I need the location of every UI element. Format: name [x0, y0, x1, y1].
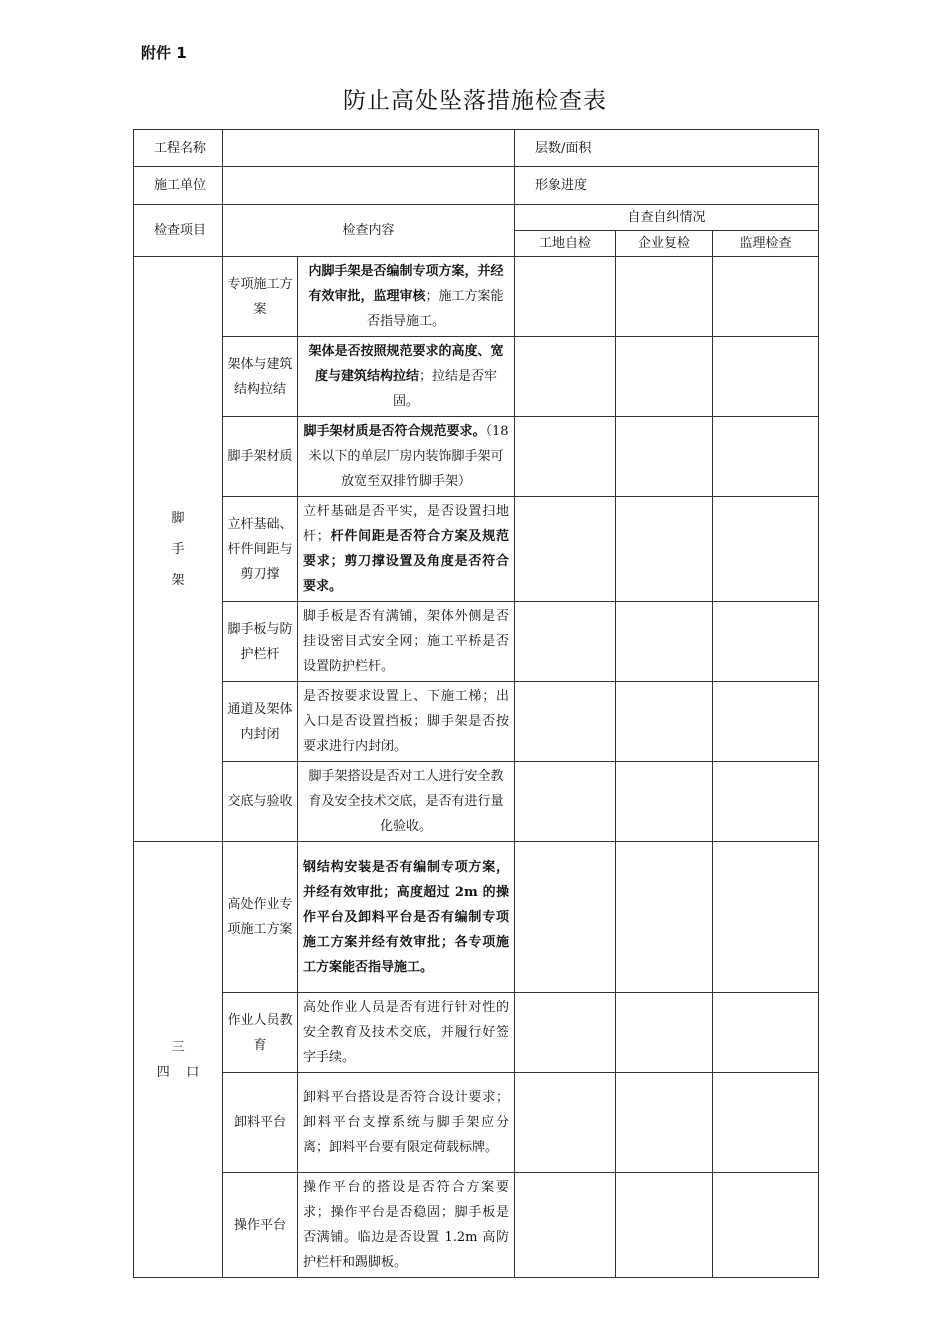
check-item-name: 架体与建筑结构拉结 — [223, 337, 298, 417]
construction-unit-value[interactable] — [223, 167, 515, 205]
table-row — [134, 1173, 819, 1278]
inspection-table — [133, 129, 819, 1278]
check-content: 高处作业人员是否有进行针对性的安全教育及技术交底，并履行好签字手续。 — [298, 993, 515, 1073]
company-recheck-cell[interactable] — [616, 417, 713, 497]
category-openings — [134, 842, 223, 1278]
site-self-check-header: 工地自检 — [515, 231, 616, 257]
category-char: 手 — [171, 541, 185, 557]
site-self-check-cell[interactable] — [515, 1073, 616, 1173]
check-item-name: 立杆基础、杆件间距与剪刀撑 — [223, 497, 298, 602]
table-row — [134, 497, 819, 602]
content-normal: ；拉结是否牢固。 — [392, 369, 498, 409]
page-title: 防止高处坠落措施检查表 — [343, 88, 607, 114]
content-bold: 架体是否按照规范要求的高度、宽度与建筑结构拉结 — [308, 344, 504, 384]
table-row — [134, 1073, 819, 1173]
category-line: 三 — [171, 1039, 185, 1055]
category-char: 脚 — [171, 510, 185, 526]
site-self-check-cell[interactable] — [515, 842, 616, 993]
content-bold: 脚手架材质是否符合规范要求。 — [303, 424, 486, 439]
company-recheck-cell[interactable] — [616, 842, 713, 993]
company-recheck-cell[interactable] — [616, 257, 713, 337]
company-recheck-cell[interactable] — [616, 682, 713, 762]
table-row — [134, 417, 819, 497]
table-row — [134, 257, 819, 337]
supervision-check-cell[interactable] — [713, 337, 819, 417]
table-row — [134, 762, 819, 842]
supervision-check-cell[interactable] — [713, 417, 819, 497]
supervision-check-cell[interactable] — [713, 993, 819, 1073]
check-content: 操作平台的搭设是否符合方案要求；操作平台是否稳固；脚手板是否满铺。临边是否设置 1.2m 高防护栏杆和踢脚板。 — [298, 1173, 515, 1278]
site-self-check-cell[interactable] — [515, 602, 616, 682]
table-row — [134, 682, 819, 762]
table-row — [134, 205, 819, 231]
content-normal: 立杆基础是否平实，是否设置扫地杆； — [303, 504, 509, 544]
supervision-check-cell[interactable] — [713, 602, 819, 682]
content-bold: 杆件间距是否符合方案及规范要求；剪刀撑设置及角度是否符合要求。 — [303, 529, 509, 594]
content-bold: 内脚手架是否编制专项方案，并经有效审批，监理审核 — [308, 264, 504, 304]
table-row — [134, 130, 819, 167]
floors-area-label: 层数/面积 — [515, 130, 819, 167]
site-self-check-cell[interactable] — [515, 993, 616, 1073]
category-line: 四 口 — [156, 1064, 200, 1080]
project-name-label: 工程名称 — [134, 130, 223, 167]
company-recheck-cell[interactable] — [616, 497, 713, 602]
check-content: 是否按要求设置上、下施工梯；出入口是否设置挡板；脚手架是否按要求进行内封闭。 — [298, 682, 515, 762]
category-scaffold — [134, 257, 223, 842]
attachment-label: 附件 1 — [141, 44, 187, 62]
check-content: 脚手板是否有满铺，架体外侧是否挂设密目式安全网；施工平桥是否设置防护栏杆。 — [298, 602, 515, 682]
site-self-check-cell[interactable] — [515, 1173, 616, 1278]
company-recheck-cell[interactable] — [616, 1173, 713, 1278]
site-self-check-cell[interactable] — [515, 682, 616, 762]
table-row — [134, 167, 819, 205]
check-item-name: 交底与验收 — [223, 762, 298, 842]
check-item-header: 检查项目 — [134, 205, 223, 257]
check-item-name: 脚手架材质 — [223, 417, 298, 497]
table-row — [134, 993, 819, 1073]
construction-unit-label: 施工单位 — [134, 167, 223, 205]
table-row — [134, 337, 819, 417]
check-content: 卸料平台搭设是否符合设计要求；卸料平台支撑系统与脚手架应分离；卸料平台要有限定荷载标牌。 — [298, 1073, 515, 1173]
table-row — [134, 602, 819, 682]
supervision-check-cell[interactable] — [713, 762, 819, 842]
site-self-check-cell[interactable] — [515, 337, 616, 417]
check-item-name: 作业人员教育 — [223, 993, 298, 1073]
check-item-name: 操作平台 — [223, 1173, 298, 1278]
check-content: 钢结构安装是否有编制专项方案，并经有效审批；高度超过 2m 的操作平台及卸料平台是否有编制专项施工方案并经有效审批；各专项施工方案能否指导施工。 — [298, 842, 515, 993]
company-recheck-cell[interactable] — [616, 762, 713, 842]
company-recheck-cell[interactable] — [616, 993, 713, 1073]
company-recheck-cell[interactable] — [616, 1073, 713, 1173]
supervision-check-cell[interactable] — [713, 682, 819, 762]
site-self-check-cell[interactable] — [515, 417, 616, 497]
site-self-check-cell[interactable] — [515, 497, 616, 602]
company-recheck-cell[interactable] — [616, 602, 713, 682]
supervision-check-cell[interactable] — [713, 1073, 819, 1173]
check-item-name: 专项施工方案 — [223, 257, 298, 337]
table-row — [134, 842, 819, 993]
site-self-check-cell[interactable] — [515, 257, 616, 337]
supervision-check-cell[interactable] — [713, 257, 819, 337]
supervision-check-cell[interactable] — [713, 842, 819, 993]
supervision-check-cell[interactable] — [713, 1173, 819, 1278]
category-char: 架 — [171, 572, 185, 588]
company-recheck-header: 企业复检 — [616, 231, 713, 257]
check-content — [298, 337, 515, 417]
self-check-group-header: 自查自纠情况 — [515, 205, 819, 231]
check-item-name: 通道及架体内封闭 — [223, 682, 298, 762]
project-name-value[interactable] — [223, 130, 515, 167]
supervision-check-cell[interactable] — [713, 497, 819, 602]
check-item-name: 脚手板与防护栏杆 — [223, 602, 298, 682]
check-item-name: 卸料平台 — [223, 1073, 298, 1173]
check-content-header: 检查内容 — [223, 205, 515, 257]
check-content — [298, 417, 515, 497]
check-content — [298, 497, 515, 602]
content-normal: ；施工方案能否指导施工。 — [366, 289, 504, 329]
progress-label: 形象进度 — [515, 167, 819, 205]
company-recheck-cell[interactable] — [616, 337, 713, 417]
content-normal: （18 米以下的单层厂房内装饰脚手架可放宽至双排竹脚手架） — [308, 424, 509, 489]
supervision-check-header: 监理检查 — [713, 231, 819, 257]
site-self-check-cell[interactable] — [515, 762, 616, 842]
check-item-name: 高处作业专项施工方案 — [223, 842, 298, 993]
check-content: 脚手架搭设是否对工人进行安全教育及安全技术交底，是否有进行量化验收。 — [298, 762, 515, 842]
check-content — [298, 257, 515, 337]
